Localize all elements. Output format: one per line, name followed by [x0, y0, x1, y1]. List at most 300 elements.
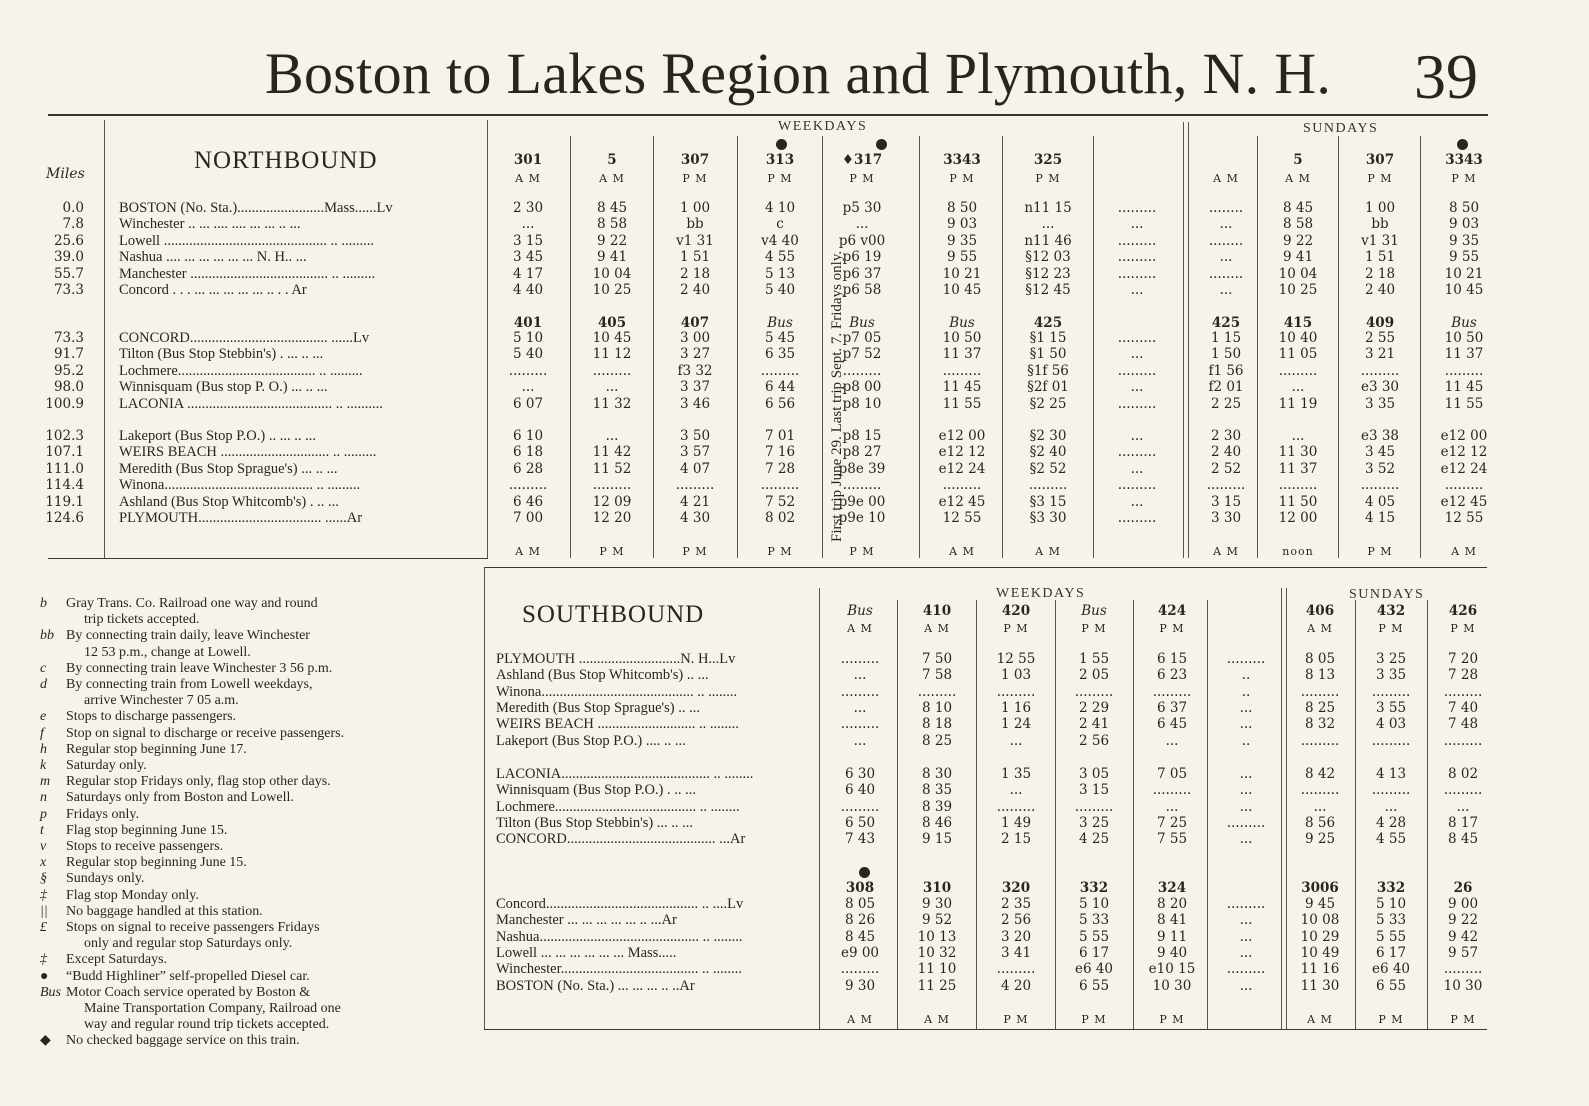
schedule-time: .........: [1444, 477, 1484, 494]
schedule-time: ...: [1313, 798, 1327, 815]
schedule-side-note: First trip June 29. Last trip Sept. 7. Fridays only.: [829, 250, 845, 542]
am-pm-label: P M: [849, 172, 875, 185]
station-name: Winchester...................................... .. ........: [496, 961, 742, 978]
schedule-time: 3 25: [1375, 651, 1407, 667]
schedule-time: 2 25: [1210, 395, 1242, 412]
train-number: Bus: [1451, 315, 1477, 331]
schedule-time: 12 55: [942, 510, 982, 526]
schedule-time: .........: [1028, 477, 1068, 494]
mileage: 55.7: [53, 265, 84, 282]
column-divider: [976, 600, 977, 1029]
schedule-time: 12 00: [1278, 510, 1318, 526]
schedule-time: 10 25: [592, 282, 632, 298]
legend-text: Gray Trans. Co. Railroad one way and round: [66, 596, 318, 611]
schedule-time: 11 55: [942, 395, 982, 412]
train-number: 308: [845, 880, 875, 896]
am-pm-label: A M: [515, 172, 541, 185]
schedule-time: 9 00: [1447, 896, 1479, 912]
schedule-time: p9e 00: [838, 493, 886, 510]
train-number: 426: [1448, 603, 1478, 619]
schedule-time: 4 20: [1000, 977, 1032, 994]
legend-text: Flag stop Monday only.: [66, 887, 199, 903]
schedule-time: 1 35: [1000, 766, 1032, 782]
schedule-time: 11 25: [917, 977, 957, 994]
schedule-time: 7 05: [1156, 766, 1188, 782]
schedule-time: .........: [675, 477, 715, 494]
station-name: Lowell ............................................. .. .........: [119, 232, 374, 249]
weekdays-label: WEEKDAYS: [996, 586, 1086, 601]
schedule-time: e12 12: [1440, 444, 1488, 461]
schedule-time: ...: [1041, 216, 1055, 233]
am-pm-label: P M: [1450, 1013, 1476, 1026]
train-number: 332: [1079, 880, 1109, 896]
am-pm-label: A M: [949, 545, 975, 558]
schedule-time: .........: [1444, 362, 1484, 379]
schedule-time: 4 28: [1375, 814, 1407, 831]
schedule-time: 3 20: [1000, 928, 1032, 945]
schedule-time: 4 07: [679, 460, 711, 477]
am-pm-label: P M: [1003, 1013, 1029, 1026]
schedule-time: 9 41: [596, 249, 628, 266]
schedule-time: 8 30: [921, 766, 953, 782]
schedule-time: 10 25: [1278, 282, 1318, 298]
legend-text: only and regular stop Saturdays only.: [84, 936, 293, 952]
station-name: WEIRS BEACH .............................. .. .........: [119, 444, 377, 461]
legend-key: £: [40, 920, 47, 935]
station-name: Lakeport (Bus Stop P.O.) .. ... .. ...: [119, 428, 316, 444]
schedule-time: p6 37: [842, 265, 882, 282]
schedule-time: 10 50: [1444, 330, 1484, 346]
schedule-time: .........: [1226, 814, 1266, 831]
legend-key: ‡: [40, 952, 47, 968]
schedule-time: 10 45: [592, 330, 632, 346]
schedule-time: 8 46: [921, 814, 953, 831]
schedule-time: ...: [1239, 716, 1253, 733]
schedule-time: 2 30: [512, 200, 544, 216]
schedule-time: 8 35: [921, 782, 953, 799]
am-pm-label: P M: [1159, 1013, 1185, 1026]
legend-text: Flag stop beginning June 15.: [66, 822, 228, 838]
schedule-time: p6 19: [842, 249, 882, 266]
schedule-time: .........: [1117, 232, 1157, 249]
schedule-time: 3 15: [1210, 493, 1242, 510]
legend-text: By connecting train from Lowell weekdays,: [66, 677, 313, 692]
am-pm-label: A M: [1035, 545, 1061, 558]
mileage: 73.3: [53, 330, 84, 346]
schedule-time: .........: [1371, 732, 1411, 749]
schedule-time: 11 37: [942, 346, 982, 363]
legend-text: Saturday only.: [66, 758, 147, 773]
schedule-time: 11 45: [1444, 379, 1484, 396]
schedule-time: ...: [1456, 798, 1470, 815]
schedule-time: bb: [1371, 216, 1389, 233]
legend-entry: [40, 774, 331, 790]
schedule-time: 11 55: [1444, 395, 1484, 412]
schedule-time: .........: [1152, 782, 1192, 799]
schedule-time: ...: [521, 379, 535, 396]
schedule-time: 1 03: [1000, 667, 1032, 684]
schedule-time: .........: [1226, 961, 1266, 978]
station-name: LACONIA ........................................ .. ..........: [119, 395, 383, 412]
legend-text: Fridays only.: [66, 806, 139, 822]
legend-entry: [40, 969, 310, 985]
am-pm-label: A M: [1307, 1013, 1333, 1026]
legend-key: x: [40, 855, 47, 871]
schedule-time: 12 20: [592, 510, 632, 526]
schedule-time: 9 55: [1448, 249, 1480, 266]
train-number: 415: [1283, 315, 1313, 331]
schedule-time: 4 05: [1364, 493, 1396, 510]
schedule-time: 8 45: [844, 928, 876, 945]
schedule-time: ...: [1130, 428, 1144, 444]
train-number: 307: [1365, 152, 1395, 168]
schedule-time: 9 22: [596, 232, 628, 249]
legend-text: Sundays only.: [66, 871, 145, 887]
schedule-time: p7 52: [842, 346, 882, 363]
schedule-time: .........: [1371, 782, 1411, 799]
column-divider: [1093, 136, 1094, 558]
schedule-time: e10 15: [1148, 961, 1196, 978]
schedule-time: ...: [853, 732, 867, 749]
schedule-time: 2 55: [1364, 330, 1396, 346]
schedule-time: 1 00: [679, 200, 711, 216]
schedule-time: ...: [853, 699, 867, 716]
schedule-time: 8 32: [1304, 716, 1336, 733]
legend-key: n: [40, 790, 47, 806]
schedule-time: 11 32: [592, 395, 632, 412]
legend-key: c: [40, 660, 47, 676]
schedule-time: 7 58: [921, 667, 953, 684]
am-pm-label: P M: [682, 545, 708, 558]
schedule-time: .........: [1117, 249, 1157, 266]
schedule-time: 5 33: [1375, 912, 1407, 929]
am-pm-label: P M: [767, 545, 793, 558]
schedule-time: .........: [1443, 961, 1483, 978]
column-divider: [737, 136, 738, 558]
schedule-time: 7 28: [1447, 667, 1479, 684]
schedule-time: 3 35: [1375, 667, 1407, 684]
am-pm-label: A M: [599, 172, 625, 185]
schedule-time: 4 03: [1375, 716, 1407, 733]
station-name: WEIRS BEACH ........................... .. ........: [496, 716, 739, 733]
schedule-time: 5 33: [1078, 912, 1110, 929]
schedule-time: 9 03: [946, 216, 978, 233]
schedule-time: e3 38: [1360, 428, 1400, 444]
legend-key: ◆: [40, 1033, 51, 1049]
schedule-time: 3 35: [1364, 395, 1396, 412]
schedule-time: .........: [840, 961, 880, 978]
schedule-time: 6 07: [512, 395, 544, 412]
schedule-time: .........: [592, 362, 632, 379]
schedule-time: 6 46: [512, 493, 544, 510]
schedule-time: .........: [840, 651, 880, 667]
train-number: 320: [1001, 880, 1031, 896]
station-name: Ashland (Bus Stop Whitcomb's) . .. ...: [119, 493, 339, 510]
schedule-time: p6 58: [842, 282, 882, 298]
schedule-time: 1 50: [1210, 346, 1242, 363]
column-divider: [1002, 136, 1003, 558]
train-number: 432: [1376, 603, 1406, 619]
schedule-time: 2 18: [1364, 265, 1396, 282]
legend-entry: [40, 823, 227, 839]
legend-text: way and regular round trip tickets accepted.: [84, 1017, 330, 1033]
schedule-time: 11 05: [1278, 346, 1318, 363]
legend-text: Stops on signal to receive passengers Fridays: [66, 920, 320, 935]
schedule-time: §12 23: [1025, 265, 1071, 282]
schedule-time: 7 25: [1156, 814, 1188, 831]
schedule-time: 11 52: [592, 460, 632, 477]
schedule-time: .........: [1226, 896, 1266, 912]
schedule-time: 10 04: [1278, 265, 1318, 282]
mileage: 73.3: [53, 282, 84, 298]
schedule-time: 1 15: [1210, 330, 1242, 346]
schedule-time: .........: [1360, 477, 1400, 494]
schedule-time: 8 50: [1448, 200, 1480, 216]
am-pm-label: P M: [682, 172, 708, 185]
schedule-time: ...: [1130, 282, 1144, 298]
station-name: Manchester ... ... ... ... ... .. ...Ar: [496, 912, 677, 929]
legend-entry: [40, 693, 239, 709]
title-rule: [48, 114, 1488, 116]
schedule-time: ...: [1130, 493, 1144, 510]
train-number: 5: [1293, 152, 1303, 168]
am-pm-label: A M: [1213, 545, 1239, 558]
schedule-time: 9 52: [921, 912, 953, 929]
schedule-time: .........: [842, 362, 882, 379]
schedule-time: e9 00: [840, 944, 880, 961]
southbound-heading: SOUTHBOUND: [522, 601, 705, 628]
schedule-time: 6 15: [1156, 651, 1188, 667]
diesel-car-dot-icon: [776, 139, 787, 150]
schedule-time: 6 40: [844, 782, 876, 799]
schedule-time: 11 19: [1278, 395, 1318, 412]
mileage: 91.7: [53, 346, 84, 363]
schedule-time: 5 13: [764, 265, 796, 282]
schedule-time: .........: [760, 477, 800, 494]
mileage: 0.0: [62, 200, 84, 216]
legend-key: h: [40, 741, 47, 757]
schedule-time: 1 16: [1000, 699, 1032, 716]
schedule-time: .........: [917, 683, 957, 700]
legend-entry: [40, 709, 236, 725]
diesel-car-dot-icon: [859, 867, 870, 878]
schedule-time: §12 45: [1025, 282, 1071, 298]
schedule-time: 8 13: [1304, 667, 1336, 684]
schedule-time: 10 32: [917, 944, 957, 961]
schedule-time: 8 45: [596, 200, 628, 216]
schedule-time: f3 32: [677, 362, 713, 379]
schedule-time: 3 30: [1210, 510, 1242, 526]
legend-key: k: [40, 758, 47, 773]
schedule-time: 4 13: [1375, 766, 1407, 782]
schedule-time: 2 40: [679, 282, 711, 298]
schedule-time: p8 15: [842, 428, 882, 444]
schedule-time: p8 10: [842, 395, 882, 412]
schedule-time: 2 30: [1210, 428, 1242, 444]
schedule-time: 8 20: [1156, 896, 1188, 912]
am-pm-label: P M: [849, 545, 875, 558]
schedule-time: 10 30: [1443, 977, 1483, 994]
schedule-time: 6 55: [1375, 977, 1407, 994]
train-number: 325: [1033, 152, 1063, 168]
schedule-time: ...: [853, 667, 867, 684]
schedule-time: 8 05: [844, 896, 876, 912]
schedule-time: .........: [1152, 683, 1192, 700]
schedule-time: §2f 01: [1027, 379, 1069, 396]
schedule-time: 8 17: [1447, 814, 1479, 831]
legend-key: §: [40, 871, 47, 887]
legend-entry: [40, 952, 167, 968]
schedule-time: .........: [1300, 782, 1340, 799]
legend-entry: [40, 936, 292, 952]
schedule-time: p7 05: [842, 330, 882, 346]
column-divider: [819, 588, 820, 1029]
schedule-time: 8 45: [1282, 200, 1314, 216]
mileage: 25.6: [53, 232, 84, 249]
schedule-time: 11 30: [1300, 977, 1340, 994]
column-divider: [919, 136, 920, 558]
legend-entry: [40, 612, 199, 628]
legend-entry: [40, 888, 199, 904]
legend-text: Except Saturdays.: [66, 952, 168, 968]
schedule-time: 6 37: [1156, 699, 1188, 716]
legend-key: ‡: [40, 887, 47, 903]
schedule-time: 5 55: [1375, 928, 1407, 945]
northbound-heading: NORTHBOUND: [194, 147, 378, 174]
schedule-time: 10 40: [1278, 330, 1318, 346]
schedule-time: 10 45: [1444, 282, 1484, 298]
legend-text: Stop on signal to discharge or receive passengers.: [66, 725, 345, 741]
legend-text: trip tickets accepted.: [84, 612, 200, 628]
train-number: 424: [1157, 603, 1187, 619]
station-name: Lochmere...................................... .. .........: [119, 362, 363, 379]
legend-entry: [40, 1033, 300, 1049]
schedule-time: .........: [1443, 732, 1483, 749]
train-number: 5: [607, 152, 617, 168]
train-number: 420: [1001, 603, 1031, 619]
schedule-time: 2 18: [679, 265, 711, 282]
schedule-time: 2 41: [1078, 716, 1110, 733]
schedule-time: .........: [840, 683, 880, 700]
schedule-time: 1 55: [1078, 651, 1110, 667]
station-name: Lochmere....................................... .. ........: [496, 798, 740, 815]
schedule-time: ..: [1241, 732, 1251, 749]
am-pm-label: A M: [1213, 172, 1239, 185]
column-divider: [653, 136, 654, 558]
am-pm-label: P M: [767, 172, 793, 185]
column-divider: [104, 120, 105, 558]
station-name: Meredith (Bus Stop Sprague's) .. ...: [496, 699, 700, 716]
mileage: 98.0: [53, 379, 84, 396]
am-pm-label: P M: [1081, 622, 1107, 635]
schedule-time: 6 10: [512, 428, 544, 444]
schedule-time: ...: [855, 216, 869, 233]
schedule-time: .........: [1206, 477, 1246, 494]
schedule-time: 7 28: [764, 460, 796, 477]
train-number: 310: [922, 880, 952, 896]
am-pm-label: P M: [949, 172, 975, 185]
schedule-time: 8 50: [946, 200, 978, 216]
schedule-time: §2 30: [1029, 428, 1067, 444]
legend-text: Maine Transportation Company, Railroad one: [84, 1001, 341, 1016]
legend-entry: [40, 1001, 341, 1017]
schedule-time: 6 28: [512, 460, 544, 477]
schedule-time: ...: [605, 379, 619, 396]
schedule-time: p8 27: [842, 444, 882, 461]
schedule-time: ...: [521, 216, 535, 233]
station-name: PLYMOUTH.................................. ......Ar: [119, 510, 363, 526]
schedule-time: 7 43: [844, 831, 876, 848]
schedule-time: ...: [1291, 428, 1305, 444]
schedule-time: 3 45: [512, 249, 544, 266]
column-divider: [570, 136, 571, 558]
schedule-time: ...: [605, 428, 619, 444]
schedule-time: 7 50: [921, 651, 953, 667]
schedule-time: 8 26: [844, 912, 876, 929]
miles-header: Miles: [46, 166, 85, 182]
schedule-time: 11 16: [1300, 961, 1340, 978]
legend-entry: [40, 904, 263, 920]
schedule-time: .........: [1117, 200, 1157, 216]
schedule-time: bb: [686, 216, 704, 233]
schedule-time: e12 00: [1440, 428, 1488, 444]
schedule-time: ...: [1219, 249, 1233, 266]
legend-text: 12 53 p.m., change at Lowell.: [84, 644, 251, 660]
train-number: 3006: [1301, 880, 1339, 896]
am-pm-label: A M: [1307, 622, 1333, 635]
section-top-rule: [484, 567, 1487, 568]
schedule-time: 5 55: [1078, 928, 1110, 945]
schedule-time: 6 44: [764, 379, 796, 396]
schedule-time: 3 00: [679, 330, 711, 346]
legend-key: m: [40, 774, 51, 790]
schedule-time: .........: [1278, 477, 1318, 494]
schedule-time: 10 13: [917, 928, 957, 945]
train-number: 307: [680, 152, 710, 168]
schedule-time: 8 18: [921, 716, 953, 733]
schedule-time: 10 21: [942, 265, 982, 282]
section-bottom-rule: [48, 558, 488, 559]
schedule-time: 11 30: [1278, 444, 1318, 461]
schedule-time: 9 57: [1447, 944, 1479, 961]
weekdays-label: WEEKDAYS: [778, 119, 868, 134]
schedule-time: .........: [840, 798, 880, 815]
am-pm-label: A M: [1285, 172, 1311, 185]
schedule-time: 9 55: [946, 249, 978, 266]
am-pm-label: P M: [1367, 172, 1393, 185]
schedule-time: .........: [1443, 683, 1483, 700]
schedule-time: ..: [1241, 683, 1251, 700]
schedule-time: 3 52: [1364, 460, 1396, 477]
schedule-time: .........: [592, 477, 632, 494]
sundays-label: SUNDAYS: [1349, 587, 1425, 602]
schedule-time: 12 55: [1444, 510, 1484, 526]
legend-entry: [40, 985, 310, 1001]
station-name: BOSTON (No. Sta.) ... ... ... .. ..Ar: [496, 977, 695, 994]
page-title: Boston to Lakes Region and Plymouth, N. H.: [265, 41, 1332, 106]
legend-entry: [40, 726, 344, 742]
schedule-time: 8 45: [1447, 831, 1479, 848]
schedule-time: §3 15: [1029, 493, 1067, 510]
schedule-time: 10 08: [1300, 912, 1340, 929]
schedule-time: 9 22: [1282, 232, 1314, 249]
schedule-time: 2 05: [1078, 667, 1110, 684]
schedule-time: ...: [1239, 699, 1253, 716]
schedule-time: 8 05: [1304, 651, 1336, 667]
schedule-time: .........: [996, 683, 1036, 700]
schedule-time: .........: [1278, 362, 1318, 379]
schedule-time: .........: [1226, 651, 1266, 667]
